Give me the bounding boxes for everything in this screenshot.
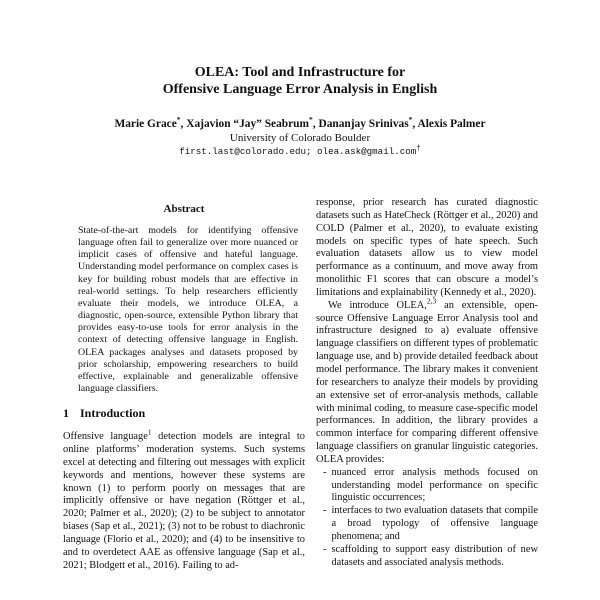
author-footnote-marker: * xyxy=(176,115,181,125)
list-item-text: scaffolding to support easy distribution of new datasets and associated analysis methods. xyxy=(331,543,538,568)
right-paragraph-1: response, prior research has curated diagnostic datasets such as HateCheck (Röttger et al., 2020) and COLD (Palmer et al., 2020), to evaluate existing models on specific types of hate speech. Such evaluation datasets allow us to view model performance as a continuum, and move away from monolithic F1 scores that can obscure a model’s limitations and explainability (Kennedy et al., 2020). xyxy=(316,197,538,298)
list-item-marker: - xyxy=(323,505,327,517)
author-name: Xajavion “Jay” Seabrum xyxy=(186,118,310,130)
author-separator: , xyxy=(412,118,418,130)
footnote-ref-2-3: 2,3 xyxy=(426,296,437,306)
author-separator: , xyxy=(312,118,319,130)
paper-header xyxy=(0,65,600,157)
paper-title-line2: Offensive Language Error Analysis in English xyxy=(162,81,438,97)
emails-text: first.last@colorado.edu; olea.ask@gmail.com xyxy=(179,146,417,157)
author-name: Marie Grace xyxy=(114,118,177,130)
introduction-paragraph xyxy=(63,427,305,572)
list-item xyxy=(316,467,538,506)
paper-title-line1: OLEA: Tool and Infrastructure for xyxy=(194,65,406,80)
right-paragraph-2-lead: We introduce OLEA, xyxy=(328,299,427,311)
abstract-text: State-of-the-art models for identifying offensive language often fail to generalize over more nuanced or implicit cases of offensive and hateful language. Understanding model performance on complex cases is key for building robust models that are effective in real-world settings. To help researchers efficiently evaluate their models, we introduce OLEA, a diagnostic, open-source, extensible Python library that provides easy-to-use tools for error analysis in the context of detecting offensive language in English. OLEA packages analyses and datasets proposed by prior scholarship, empowering researchers to build effective, explainable and generalizable offensive language classifiers. xyxy=(78,225,298,395)
abstract-heading: Abstract xyxy=(163,203,205,215)
list-item-text: interfaces to two evaluation datasets that compile a broad typology of offensive language phenomena; and xyxy=(331,505,538,542)
list-item-marker: - xyxy=(323,466,327,478)
olea-features-list xyxy=(316,467,538,570)
footnote-ref-1: 1 xyxy=(147,427,152,437)
left-column xyxy=(63,197,305,572)
authors-line xyxy=(0,115,600,130)
list-item xyxy=(316,505,538,544)
section-title: Introduction xyxy=(80,406,146,421)
right-paragraph-2-rest: an extensible, open-source Offensive Language Error Analysis tool and infrastructure designed to a) evaluate offensive language classifiers on different types of problematic language use, and b) provide detailed feedback about model performance. The library makes it convenient for researchers to analyze their models by providing an extensive set of error-analysis methods, callable with minimal coding, to measure case-specific model performances. In addition, the library provides a common interface for comparing different offensive language classifiers on granular linguistic categories. OLEA provides: xyxy=(316,299,539,465)
author-separator: , xyxy=(180,118,187,130)
two-column-body xyxy=(63,197,538,572)
emails-line xyxy=(0,146,600,157)
section-number: 1 xyxy=(63,406,69,421)
author-name: Alexis Palmer xyxy=(417,118,486,130)
right-paragraph-2 xyxy=(316,296,539,467)
list-item xyxy=(316,544,538,570)
author-name: Dananjay Srinivas xyxy=(318,118,409,130)
emails-footnote-marker: † xyxy=(416,144,421,153)
right-column xyxy=(316,197,538,572)
list-item-marker: - xyxy=(323,543,327,555)
introduction-text-rest: detection models are integral to online platforms’ moderation systems. Such systems excel at detecting and filtering out messages with explicit keywords and mentions, however these systems are known (1) to perform poorly on messages that are implicitly offensive or have negation (Röttger et al., 2020; Palmer et al., 2020); (2) to be subject to annotator biases (Sap et al., 2021); (3) not to be robust to diachronic language (Florio et al., 2020); and (4) to be insensitive to and to overdetect AAE as offensive language (Sap et al., 2021; Blodgett et al., 2016). Failing to ad- xyxy=(63,431,305,571)
introduction-text-lead: Offensive language xyxy=(63,431,148,443)
author-footnote-marker: * xyxy=(309,115,313,125)
author-footnote-marker: * xyxy=(408,115,413,125)
list-item-text: nuanced error analysis methods focused on understanding model performance on specific linguistic occurrences; xyxy=(331,466,538,504)
paper-title xyxy=(0,65,600,98)
introduction-heading xyxy=(63,406,305,421)
affiliation: University of Colorado Boulder xyxy=(229,132,371,144)
